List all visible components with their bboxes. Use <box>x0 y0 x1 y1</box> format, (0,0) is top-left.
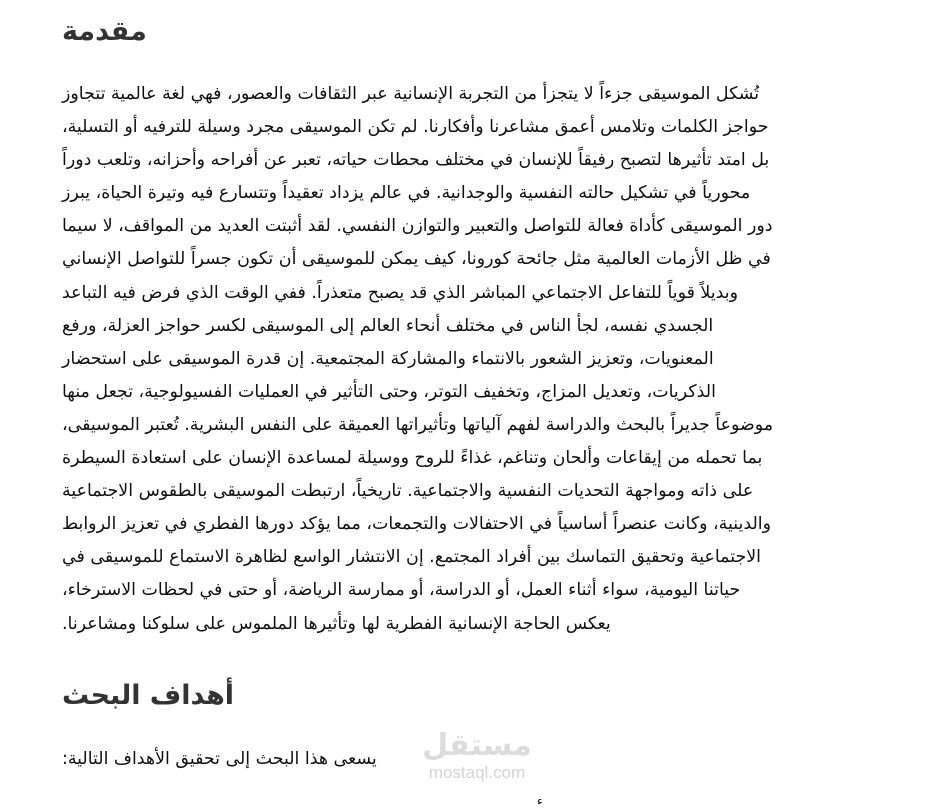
paragraph-line: حواجز الكلمات وتلامس أعمق مشاعرنا وأفكارنا. لم تكن الموسيقى مجرد وسيلة للترفيه أو التسلية، <box>62 117 769 138</box>
section-title-introduction: مقدمة <box>62 16 147 47</box>
paragraph-line: حياتنا اليومية، سواء أثناء العمل، أو الدراسة، أو ممارسة الرياضة، أو حتى في لحظات الاسترخاء، <box>62 580 741 601</box>
paragraph-line: بل امتد تأثيرها لتصبح رفيقاً للإنسان في مختلف محطات حياته، تعبر عن أفراحه وأحزانه، وتلعب دوراً <box>62 150 770 171</box>
paragraph-line: تُشكل الموسيقى جزءاً لا يتجزأ من التجربة الإنسانية عبر الثقافات والعصور، فهي لغة عالمية تتجاوز <box>62 84 760 104</box>
introduction-paragraph <box>62 78 882 641</box>
paragraph-line: الاجتماعية وتحقيق التماسك بين أفراد المجتمع. إن الانتشار الواسع لظاهرة الاستماع للموسيقى في <box>62 547 761 568</box>
list-marker-icon: ء <box>537 794 543 808</box>
paragraph-line: وبديلاً قوياً للتفاعل الاجتماعي المباشر الذي قد يصبح متعذراً. ففي الوقت الذي فرض فيه التباعد <box>62 282 739 303</box>
paragraph-line: يعكس الحاجة الإنسانية الفطرية لها وتأثيرها الملموس على سلوكنا ومشاعرنا. <box>62 613 611 634</box>
mostaql-watermark <box>418 728 536 786</box>
paragraph-line: الجسدي نفسه، لجأ الناس في مختلف أنحاء العالم إلى الموسيقى لكسر حواجز العزلة، ورفع <box>62 315 714 336</box>
section-title-research-objectives: أهداف البحث <box>62 680 235 711</box>
paragraph-line: محورياً في تشكيل حالته النفسية والوجدانية. في عالم يزداد تعقيداً وتتسارع فيه وتيرة الحياة، يبرز <box>62 183 751 204</box>
watermark-logo: مستقل <box>422 728 532 763</box>
paragraph-line: على ذاته ومواجهة التحديات النفسية والاجتماعية. تاريخياً، ارتبطت الموسيقى بالطقوس الاجتماعية <box>62 481 754 502</box>
watermark-url: mostaql.com <box>428 763 526 782</box>
paragraph-line: الذكريات، وتعديل المزاج، وتخفيف التوتر، وحتى التأثير في العمليات الفسيولوجية، تجعل منها <box>62 381 716 402</box>
paragraph-line: موضوعاً جديراً بالبحث والدراسة لفهم آلياتها وتأثيراتها العميقة على النفس البشرية. تُعتبر الموسيقى، <box>62 414 774 435</box>
paragraph-line: بما تحمله من إيقاعات وألحان وتناغم، غذاءً للروح ووسيلة لمساعدة الإنسان على استعادة السيطرة <box>62 448 763 469</box>
paragraph-line: دور الموسيقى كأداة فعالة للتواصل والتعبير والتوازن النفسي. لقد أثبتت العديد من المواقف، لا سيما <box>62 216 773 237</box>
paragraph-line: والدينية، وكانت عنصراً أساسياً في الاحتفالات والتجمعات، مما يؤكد دورها الفطري في تعزيز الروابط <box>62 514 771 535</box>
paragraph-line: في ظل الأزمات العالمية مثل جائحة كورونا، كيف يمكن للموسيقى أن تكون جسراً للتواصل الإنساني <box>62 249 771 270</box>
objectives-intro-text: يسعى هذا البحث إلى تحقيق الأهداف التالية: <box>62 749 377 769</box>
paragraph-line: المعنويات، وتعزيز الشعور بالانتماء والمشاركة المجتمعية. إن قدرة الموسيقى على استحضار <box>62 348 714 369</box>
